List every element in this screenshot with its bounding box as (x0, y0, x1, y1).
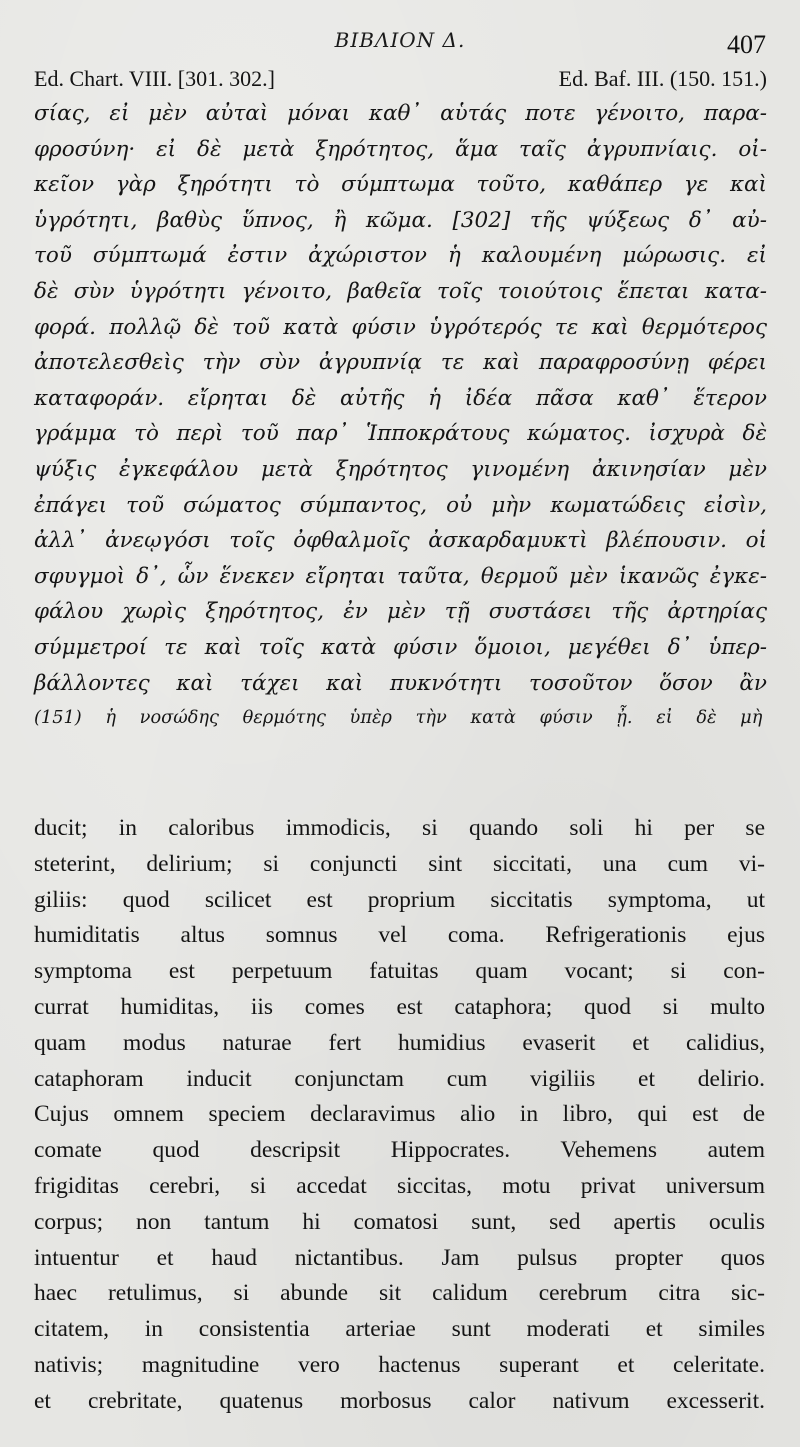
greek-line: ψύξις ἐγκεφάλου μετὰ ξηρότητος γινομένη ἀκινησίαν μὲν (34, 456, 767, 482)
latin-line: citatem, in consistentia arteriae sunt moderati et similes (34, 1316, 765, 1343)
page-number: 407 (727, 30, 766, 59)
greek-line: καταφοράν. εἴρηται δὲ αὐτῆς ἡ ἰδέα πᾶσα καθ᾽ ἕτερον (34, 385, 767, 411)
latin-line: nativis; magnitudine vero hactenus superant et celeritate. (34, 1351, 765, 1378)
greek-line: ὑγρότητι, βαθὺς ὕπνος, ἢ κῶμα. [302] τῆς ψύξεως δ᾽ αὐ- (34, 207, 767, 233)
greek-line: σφυγμοὶ δ᾽, ὧν ἕνεκεν εἴρηται ταῦτα, θερμοῦ μὲν ἱκανῶς ἐγκε- (34, 563, 767, 589)
greek-line: σίας, εἰ μὲν αὐταὶ μόναι καθ᾽ αὑτάς ποτε γένοιτο, παρα- (34, 101, 767, 126)
greek-line: (151) ἡ νοσώδης θερμότης ὑπὲρ τὴν κατὰ φύσιν ᾖ. εἰ δὲ μὴ (34, 708, 763, 729)
greek-line: σύμμετροί τε καὶ τοῖς κατὰ φύσιν ὅμοιοι, μεγέθει δ᾽ ὑπερ- (34, 634, 767, 660)
greek-line: φάλου χωρὶς ξηρότητος, ἐν μὲν τῇ συστάσει τῆς ἀρτηρίας (34, 599, 767, 625)
latin-line: frigiditas cerebri, si accedat siccitas, motu privat universum (34, 1172, 765, 1199)
latin-line: currat humiditas, iis comes est cataphora; quod si multo (34, 993, 765, 1020)
latin-line: symptoma est perpetuum fatuitas quam vocant; si con- (34, 958, 765, 985)
latin-line: haec retulimus, si abunde sit calidum cerebrum citra sic- (34, 1280, 765, 1307)
greek-line: δὲ σὺν ὑγρότητι γένοιτο, βαθεῖα τοῖς τοιούτοις ἕπεται κατα- (34, 278, 767, 304)
greek-line: ἀλλ᾽ ἀνεῳγόσι τοῖς ὀφθαλμοῖς ἀσκαρδαμυκτὶ βλέπουσιν. οἱ (34, 528, 767, 554)
greek-line: γράμμα τὸ περὶ τοῦ παρ᾽ Ἱπποκράτους κώματος. ἰσχυρὰ δὲ (34, 421, 767, 447)
latin-line: humiditatis altus somnus vel coma. Refrigerationis ejus (34, 922, 765, 949)
running-title: ΒΙΒΛΙΟΝ Δ. (334, 28, 466, 52)
greek-text-block (34, 96, 767, 737)
latin-text-block (34, 811, 765, 1420)
latin-line: et crebritate, quatenus morbosus calor nativum excesserit. (34, 1387, 765, 1414)
latin-line: intuentur et haud nictantibus. Jam pulsus propter quos (34, 1244, 765, 1271)
latin-line: cataphoram inducit conjunctam cum vigiliis et delirio. (34, 1065, 765, 1092)
greek-line: βάλλοντες καὶ τάχει καὶ πυκνότητι τοσοῦτον ὅσον ἂν (34, 670, 767, 696)
greek-line: φροσύνη· εἰ δὲ μετὰ ξηρότητος, ἅμα ταῖς ἀγρυπνίαις. οἰ- (34, 136, 767, 162)
latin-line: Cujus omnem speciem declaravimus alio in libro, qui est de (34, 1101, 765, 1128)
latin-line: ducit; in caloribus immodicis, si quando soli hi per se (34, 815, 765, 841)
latin-line: comate quod descripsit Hippocrates. Vehemens autem (34, 1137, 765, 1164)
latin-line: quam modus naturae fert humidius evaserit et calidius, (34, 1029, 765, 1056)
latin-line: corpus; non tantum hi comatosi sunt, sed apertis oculis (34, 1208, 765, 1235)
greek-line: ἐπάγει τοῦ σώματος σύμπαντος, οὐ μὴν κωματώδεις εἰσὶν, (34, 492, 767, 518)
latin-line: steterint, delirium; si conjuncti sint siccitati, una cum vi- (34, 850, 765, 877)
edition-reference-left: Ed. Chart. VIII. [301. 302.] (34, 66, 275, 91)
greek-line: κεῖον γὰρ ξηρότητι τὸ σύμπτωμα τοῦτο, καθάπερ γε καὶ (34, 172, 767, 198)
greek-line: ἀποτελεσθεὶς τὴν σὺν ἀγρυπνίᾳ τε καὶ παραφροσύνῃ φέρει (34, 350, 767, 376)
edition-reference-right: Ed. Baf. III. (150. 151.) (558, 66, 767, 91)
latin-line: giliis: quod scilicet est proprium siccitatis symptoma, ut (34, 886, 765, 913)
greek-line: τοῦ σύμπτωμά ἐστιν ἀχώριστον ἡ καλουμένη μώρωσις. εἰ (34, 243, 767, 269)
greek-line: φορά. πολλῷ δὲ τοῦ κατὰ φύσιν ὑγρότερός τε καὶ θερμότερος (34, 314, 767, 340)
edition-reference-line (34, 66, 767, 94)
